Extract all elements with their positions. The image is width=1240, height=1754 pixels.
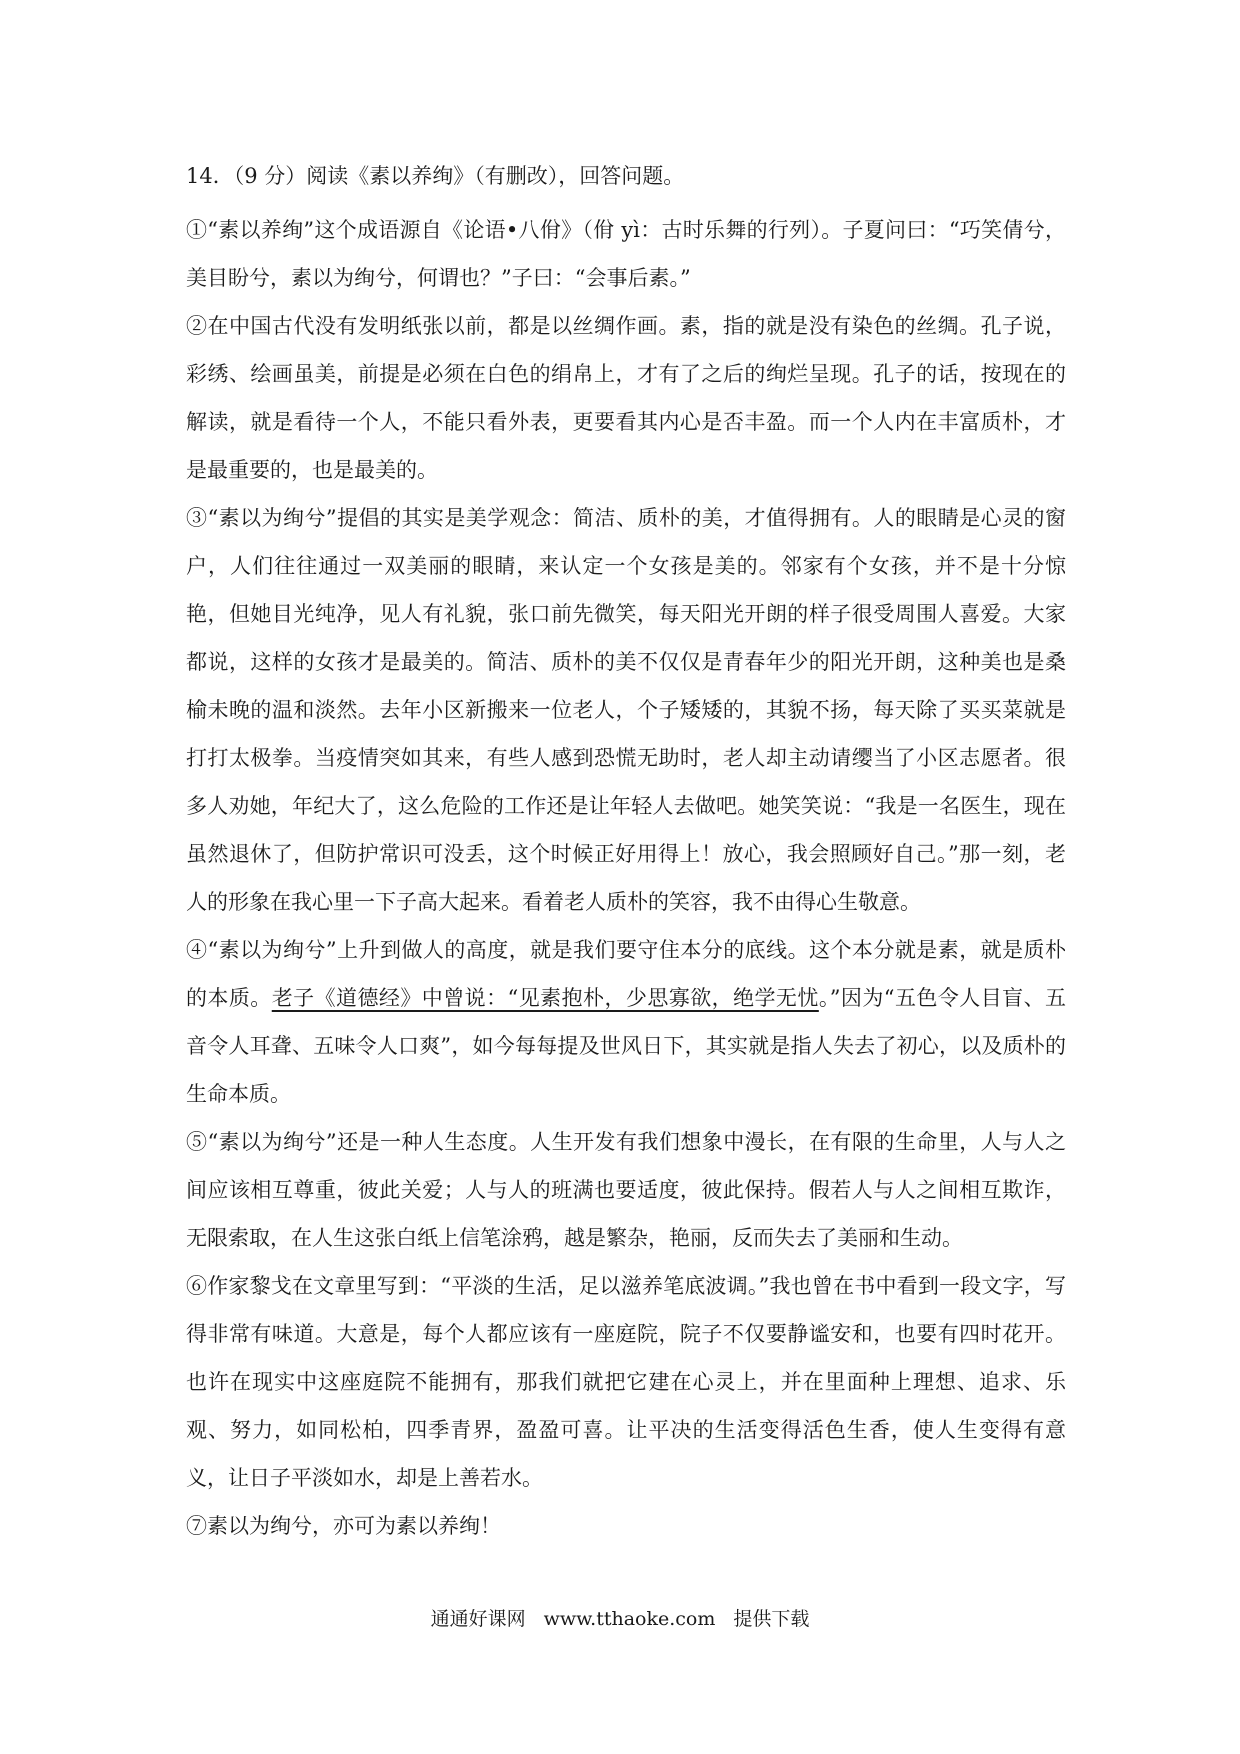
footer-suffix: 提供下载: [733, 1608, 810, 1630]
page-footer: [0, 1604, 1240, 1634]
paragraph-3: ③“素以为绚兮”提倡的其实是美学观念：简洁、质朴的美，才值得拥有。人的眼睛是心灵的窗户，人们往往通过一双美丽的眼睛，来认定一个女孩是美的。邻家有个女孩，并不是十分惊艳，但她目光纯净，见人有礼貌，张口前先微笑，每天阳光开朗的样子很受周围人喜爱。大家都说，这样的女孩才是最美的。简洁、质朴的美不仅仅是青春年少的阳光开朗，这种美也是桑榆未晚的温和淡然。去年小区新搬来一位老人，个子矮矮的，其貌不扬，每天除了买买菜就是打打太极拳。当疫情突如其来，有些人感到恐慌无助时，老人却主动请缨当了小区志愿者。很多人劝她，年纪大了，这么危险的工作还是让年轻人去做吧。她笑笑说：“我是一名医生，现在虽然退休了，但防护常识可没丢，这个时候正好用得上！放心，我会照顾好自己。”那一刻，老人的形象在我心里一下子高大起来。看着老人质朴的笑容，我不由得心生敬意。: [186, 506, 1066, 914]
paragraph-5: ⑤“素以为绚兮”还是一种人生态度。人生开发有我们想象中漫长，在有限的生命里，人与人之间应该相互尊重，彼此关爱；人与人的班满也要适度，彼此保持。假若人与人之间相互欺诈，无限索取，在人生这张白纸上信笔涂鸦，越是繁杂，艳丽，反而失去了美丽和生动。: [186, 1130, 1066, 1250]
paragraph-4-part-2: 。”因为“五色令人目盲、五音令人耳聋、五味令人口爽”，如今每每提及世风日下，其实就是指人失去了初心，以及质朴的生命本质。: [186, 986, 1067, 1106]
paragraph-1: ①“素以养绚”这个成语源自《论语•八佾》（佾 yì：古时乐舞的行列）。子夏问曰：“巧笑倩兮，美目盼兮，素以为绚兮，何谓也？”子曰：“会事后素。”: [186, 218, 1066, 290]
paragraph-7: ⑦素以为绚兮，亦可为素以养绚！: [186, 1514, 501, 1538]
footer-site-name: 通通好课网: [430, 1608, 526, 1630]
question-heading: 14．（9 分）阅读《素以养绚》（有删改），回答问题。: [186, 164, 685, 188]
document-page: [186, 154, 1066, 1550]
paragraph-2: ②在中国古代没有发明纸张以前，都是以丝绸作画。素，指的就是没有染色的丝绸。孔子说，彩绣、绘画虽美，前提是必须在白色的绢帛上，才有了之后的绚烂呈现。孔子的话，按现在的解读，就是看待一个人，不能只看外表，更要看其内心是否丰盈。而一个人内在丰富质朴，才是最重要的，也是最美的。: [186, 314, 1066, 482]
paragraph-4: [186, 926, 1066, 1118]
paragraph-4-underlined-quote: 老子《道德经》中曾说：“见素抱朴，少思寡欲，绝学无忧: [271, 986, 819, 1010]
paragraph-6: ⑥作家黎戈在文章里写到：“平淡的生活，足以滋养笔底波调。”我也曾在书中看到一段文字，写得非常有味道。大意是，每个人都应该有一座庭院，院子不仅要静谧安和，也要有四时花开。也许在现实中这座庭院不能拥有，那我们就把它建在心灵上，并在里面种上理想、追求、乐观、努力，如同松柏，四季青界，盈盈可喜。让平决的生活变得活色生香，使人生变得有意义，让日子平淡如水，却是上善若水。: [186, 1274, 1066, 1490]
footer-url[interactable]: www.tthaoke.com: [543, 1608, 716, 1630]
paragraph-4-part-1: ④“素以为绚兮”上升到做人的高度，就是我们要守住本分的底线。这个本分就是素，就是质朴的本质。: [186, 938, 1066, 1010]
